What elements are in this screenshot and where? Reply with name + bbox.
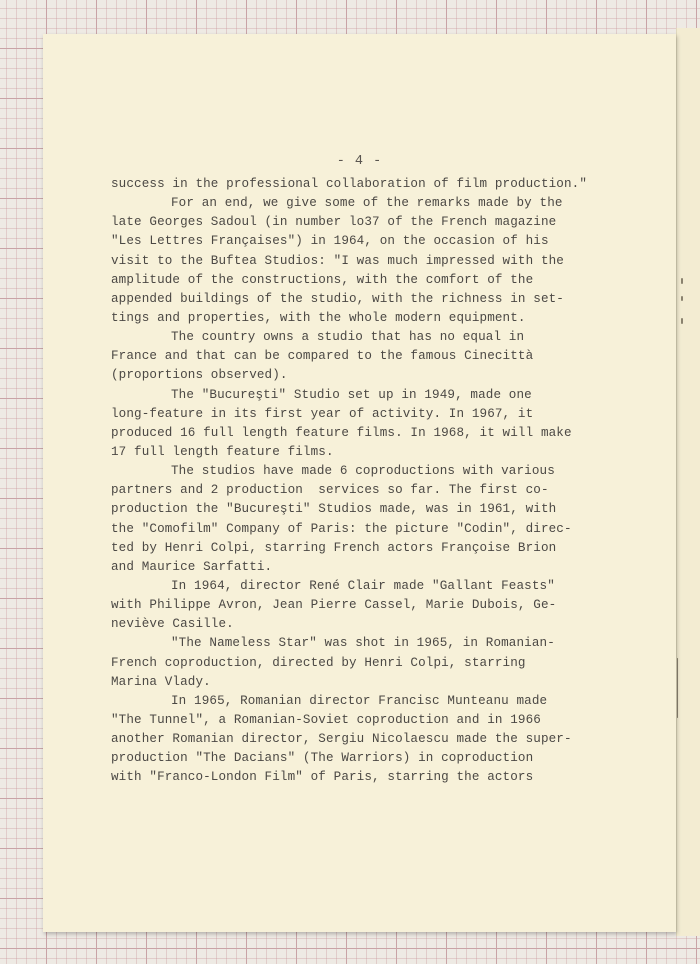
text-line: appended buildings of the studio, with the richness in set- — [111, 291, 564, 306]
text-line: 17 full length feature films. — [111, 444, 334, 459]
text-line: France and that can be compared to the famous Cinecittà — [111, 349, 534, 364]
text-line: (proportions observed). — [111, 368, 288, 383]
text-line: Marina Vlady. — [111, 674, 211, 689]
text-line: with Philippe Avron, Jean Pierre Cassel, Marie Dubois, Ge- — [111, 598, 557, 613]
text-line: another Romanian director, Sergiu Nicolaescu made the super- — [111, 732, 572, 747]
text-line: and Maurice Sarfatti. — [111, 559, 273, 574]
text-line: ted by Henri Colpi, starring French actors Françoise Brion — [111, 540, 557, 555]
text-line: with "Franco-London Film" of Paris, starring the actors — [111, 770, 534, 785]
text-line: "The Tunnel", a Romanian-Soviet coproduction and in 1966 — [111, 712, 541, 727]
page-number: - 4 - — [336, 154, 383, 169]
text-line: the "Comofilm" Company of Paris: the picture "Codin", direc- — [111, 521, 572, 536]
text-line: amplitude of the constructions, with the comfort of the — [111, 272, 534, 287]
text-line: neviève Casille. — [111, 617, 234, 632]
text-line: production "The Dacians" (The Warriors) in coproduction — [111, 751, 534, 766]
margin-mark — [681, 296, 683, 301]
text-line: tings and properties, with the whole modern equipment. — [111, 310, 526, 325]
text-line: visit to the Buftea Studios: "I was much impressed with the — [111, 253, 564, 268]
typed-body-text — [111, 175, 588, 788]
page-crease — [677, 658, 678, 718]
adjacent-page-edge — [676, 28, 700, 936]
margin-mark — [681, 318, 683, 324]
text-line: For an end, we give some of the remarks made by the — [171, 196, 563, 211]
text-line: In 1965, Romanian director Francisc Munteanu made — [171, 693, 548, 708]
text-line: In 1964, director René Clair made "Gallant Feasts" — [171, 578, 555, 593]
text-line: The studios have made 6 coproductions with various — [171, 464, 555, 479]
text-line: The "Bucureşti" Studio set up in 1949, made one — [171, 387, 532, 402]
text-line: The country owns a studio that has no equal in — [171, 330, 525, 345]
document-page — [43, 34, 676, 932]
text-line: partners and 2 production services so far. The first co- — [111, 483, 549, 498]
text-line: late Georges Sadoul (in number lo37 of the French magazine — [111, 215, 557, 230]
margin-mark — [681, 278, 683, 284]
text-line: produced 16 full length feature films. In 1968, it will make — [111, 425, 572, 440]
text-line: "The Nameless Star" was shot in 1965, in Romanian- — [171, 636, 555, 651]
text-line: production the "Bucureşti" Studios made, was in 1961, with — [111, 502, 557, 517]
text-line: "Les Lettres Françaises") in 1964, on the occasion of his — [111, 234, 549, 249]
text-line: long-feature in its first year of activity. In 1967, it — [111, 406, 534, 421]
text-line: success in the professional collaboration of film production." — [111, 177, 588, 191]
text-line: French coproduction, directed by Henri Colpi, starring — [111, 655, 526, 670]
